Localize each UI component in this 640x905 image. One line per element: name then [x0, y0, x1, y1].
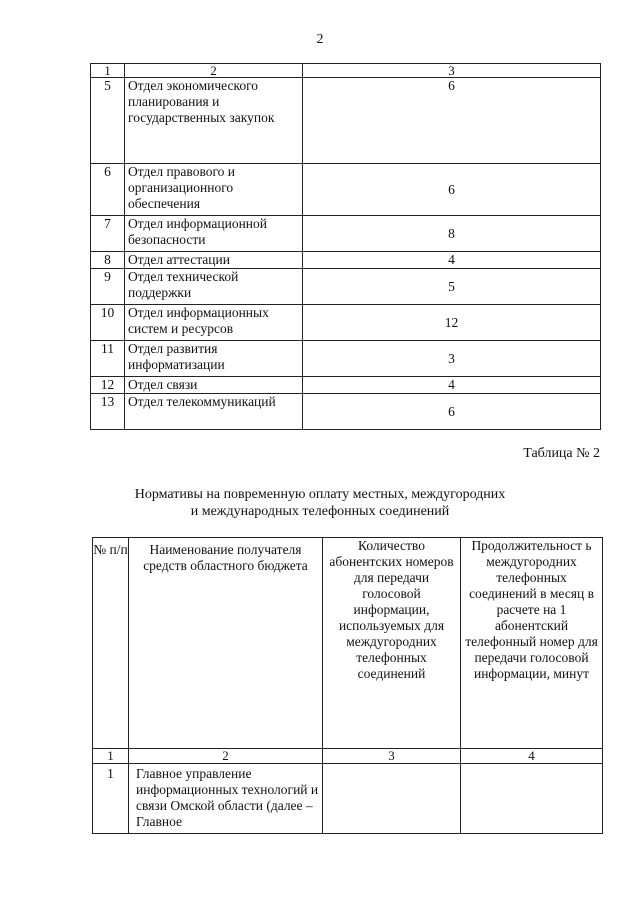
row-number: 11 — [91, 341, 125, 377]
column-number-4: 4 — [461, 749, 603, 764]
table-header-row — [93, 538, 603, 749]
department-count: 6 — [303, 78, 601, 164]
table-2-label: Таблица № 2 — [523, 446, 600, 461]
header-number: № п/п — [93, 538, 129, 749]
department-name: Отдел развития информатизации — [125, 341, 303, 377]
row-number: 7 — [91, 216, 125, 252]
department-count: 5 — [303, 269, 601, 305]
department-name: Отдел телекоммуникаций — [125, 394, 303, 430]
page-number: 2 — [316, 32, 324, 47]
department-name: Отдел информационных систем и ресурсов — [125, 305, 303, 341]
table-2-title — [0, 486, 640, 520]
title-line-2: и международных телефонных соединений — [190, 504, 450, 519]
row-number: 8 — [91, 252, 125, 269]
table-row — [91, 394, 601, 430]
table-row — [91, 78, 601, 164]
row-number: 6 — [91, 164, 125, 216]
row-number: 13 — [91, 394, 125, 430]
row-number: 9 — [91, 269, 125, 305]
column-numbers-row — [93, 749, 603, 764]
header-recipient-name: Наименование получателя средств областного бюджета — [129, 538, 323, 749]
row-number: 5 — [91, 78, 125, 164]
department-count: 3 — [303, 341, 601, 377]
department-name: Отдел экономического планирования и государственных закупок — [125, 78, 303, 164]
table-row — [91, 269, 601, 305]
column-number-1: 1 — [93, 749, 129, 764]
number-count — [323, 764, 461, 834]
table-header-row — [91, 64, 601, 78]
recipient-name: Главное управление информационных технологий и связи Омской области (далее – Главное — [129, 764, 323, 834]
call-duration — [461, 764, 603, 834]
department-count: 6 — [303, 394, 601, 430]
department-name: Отдел аттестации — [125, 252, 303, 269]
column-number-3: 3 — [323, 749, 461, 764]
departments-table — [90, 63, 601, 430]
row-number: 1 — [93, 764, 129, 834]
department-count: 8 — [303, 216, 601, 252]
header-col-1: 1 — [91, 64, 125, 78]
table-row — [91, 341, 601, 377]
header-col-2: 2 — [125, 64, 303, 78]
table-row — [91, 377, 601, 394]
row-number: 10 — [91, 305, 125, 341]
column-number-2: 2 — [129, 749, 323, 764]
table-row — [91, 216, 601, 252]
department-name: Отдел технической поддержки — [125, 269, 303, 305]
department-name: Отдел информационной безопасности — [125, 216, 303, 252]
department-name: Отдел связи — [125, 377, 303, 394]
phone-norms-table — [92, 537, 603, 834]
department-name: Отдел правового и организационного обеспечения — [125, 164, 303, 216]
title-line-1: Нормативы на повременную оплату местных, междугородних — [134, 487, 506, 502]
department-count: 12 — [303, 305, 601, 341]
table-row — [91, 164, 601, 216]
header-number-count: Количество абонентских номеров для передачи голосовой информации, используемых для междугородних телефонных соединений — [323, 538, 461, 749]
department-count: 4 — [303, 252, 601, 269]
table-row — [91, 305, 601, 341]
header-call-duration: Продолжительност ь междугородних телефонных соединений в месяц в расчете на 1 абонентский телефонный номер для передачи голосовой информации, минут — [461, 538, 603, 749]
row-number: 12 — [91, 377, 125, 394]
table-row — [93, 764, 603, 834]
header-col-3: 3 — [303, 64, 601, 78]
department-count: 6 — [303, 164, 601, 216]
table-row — [91, 252, 601, 269]
department-count: 4 — [303, 377, 601, 394]
